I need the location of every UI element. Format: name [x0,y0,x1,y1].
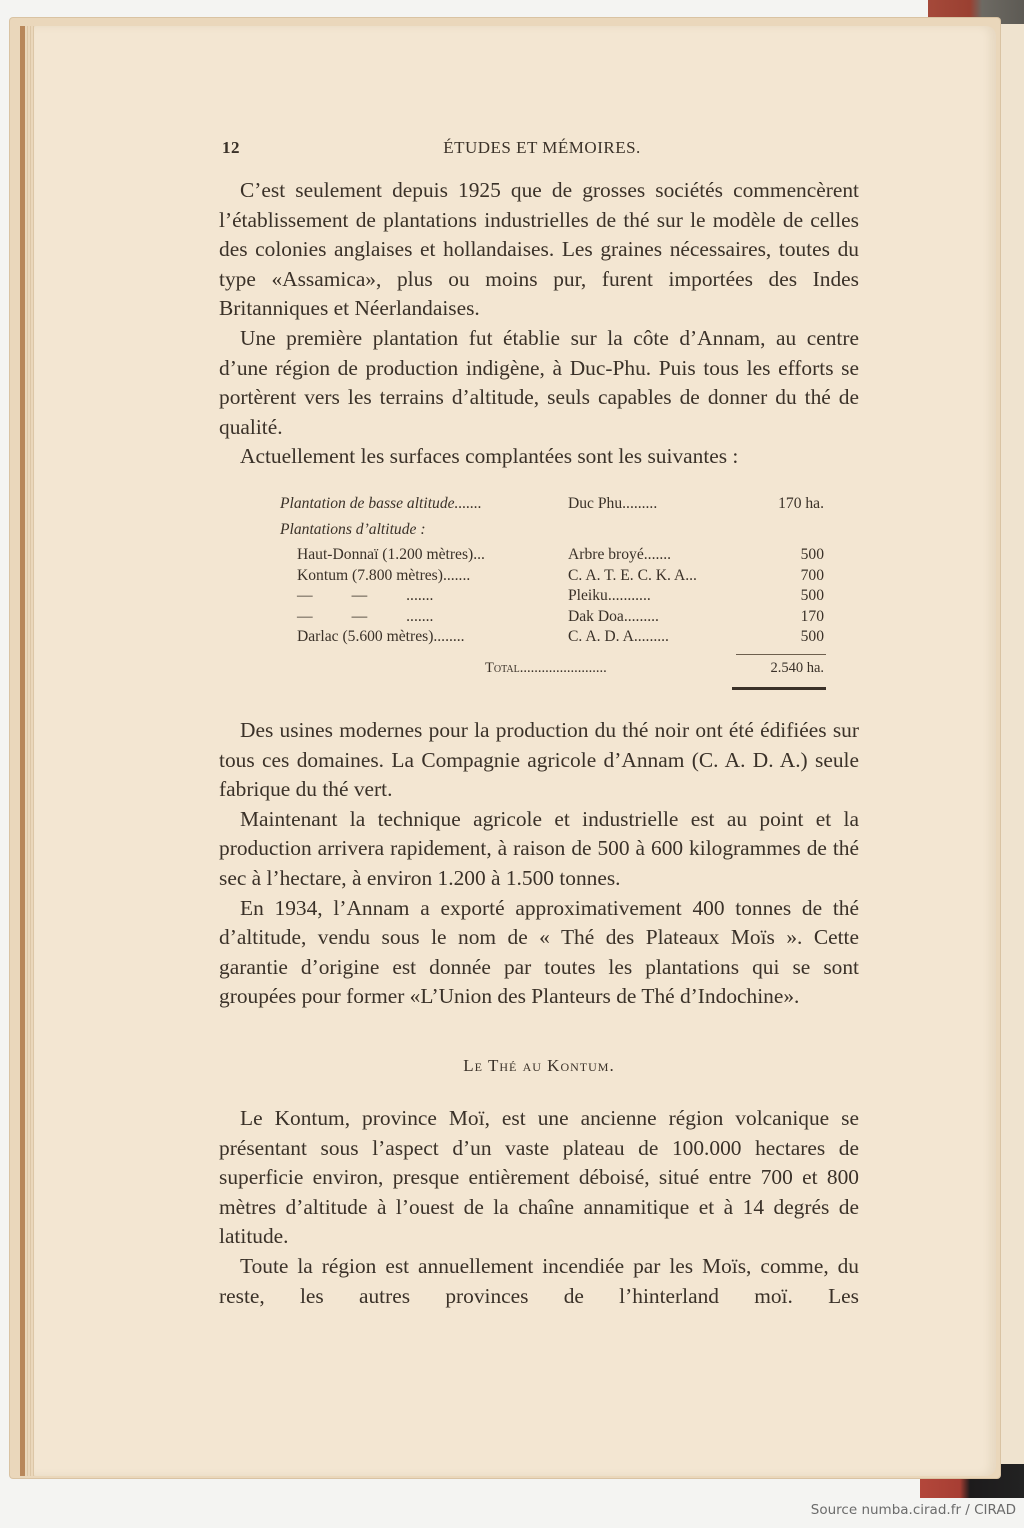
total-value: 2.540 ha. [770,659,824,676]
page-stack-line [27,26,28,1476]
plantation-table [280,494,830,678]
row-value: 700 [800,566,824,584]
source-credit: Source numba.cirad.fr / CIRAD [810,1502,1016,1518]
row-place: Arbre broyé....... [568,546,672,563]
table-row [280,520,830,541]
section-heading: Le Thé au Kontum. [463,1056,615,1075]
paragraph: En 1934, l’Annam a exporté approximativement 400 tonnes de thé d’altitude, vendu sous le nom de « Thé des Plateaux Moïs ». Cette garantie d’origine est donnée par toutes les plantations qui se sont groupées pour former «L’Union des Planteurs de Thé d’Indochine». [219,895,859,1009]
row-value: 170 ha. [778,495,824,512]
page-stack-edge [20,26,25,1476]
row-place: C. A. D. A......... [568,628,669,645]
paragraph: Maintenant la technique agricole et industrielle est au point et la production arrivera rapidement, à raison de 500 à 600 kilogrammes de thé sec à l’hectare, à environ 1.200 à 1.500 tonnes. [219,806,859,890]
table-row [280,586,830,607]
page-stack-line [30,26,31,1476]
paragraph: Le Kontum, province Moï, est une ancienne région volcanique se présentant sous l’aspect d’un vaste plateau de 100.000 hectares de superficie environ, presque entièrement déboisé, situé entre 700 et 800 mètres d’altitude à l’ouest de la chaîne annamitique et à 14 degrés de latitude. [219,1106,859,1249]
row-value: 170 [800,607,824,625]
running-head [222,138,862,162]
paragraph: Actuellement les surfaces complantées sont les suivantes : [240,444,739,469]
paragraph: Toute la région est annuellement incendiée par les Moïs, comme, du reste, les autres provinces de l’hinterland moï. Les [219,1253,859,1308]
row-label: Kontum (7.800 mètres)....... [297,566,471,584]
row-value: 500 [800,587,824,604]
row-label: Haut-Donnaï (1.200 mètres)... [297,546,485,563]
running-head-title: ÉTUDES ET MÉMOIRES. [443,138,641,157]
paragraph: C’est seulement depuis 1925 que de grosses sociétés commencèrent l’établissement de plantations industrielles de thé sur le modèle de celles des colonies anglaises et hollandaises. Les graines nécessaires, toutes du type «Assamica», plus ou moins pur, furent importées des Indes Britanniques et Néerlandaises. [219,178,859,321]
table-total-row [280,658,830,679]
sum-rule [736,654,826,655]
row-value: 500 [800,546,824,563]
row-label: Plantations d’altitude : [280,520,426,538]
row-label: — — ....... [297,587,434,604]
total-double-rule [732,687,826,690]
row-place: C. A. T. E. C. K. A... [568,566,697,584]
body-text-top [219,176,859,472]
table-row [280,545,830,566]
body-text-bottom [219,1104,859,1311]
row-place: Duc Phu......... [568,495,658,512]
row-value: 500 [800,628,824,645]
paragraph: Une première plantation fut établie sur la côte d’Annam, au centre d’une région de production indigène, à Duc-Phu. Puis tous les efforts se portèrent vers les terrains d’altitude, seuls capables de donner du thé de qualité. [219,325,859,439]
table-row [280,607,830,628]
row-label: Darlac (5.600 mètres)........ [297,628,465,645]
table-row [280,566,830,587]
page-number: 12 [222,138,240,157]
row-label: Plantation de basse altitude....... [280,495,482,512]
paragraph: Des usines modernes pour la production du thé noir ont été édifiées sur tous ces domaines. La Compagnie agricole d’Annam (C. A. D. A.) seule fabrique du thé vert. [219,718,859,802]
row-place: Pleiku........... [568,587,651,604]
table-row [280,627,830,648]
table-row [280,494,830,515]
body-text-middle [219,716,859,1012]
row-place: Dak Doa......... [568,607,659,625]
total-label: Total........................ [485,659,607,676]
row-label: — — ....... [297,607,434,625]
